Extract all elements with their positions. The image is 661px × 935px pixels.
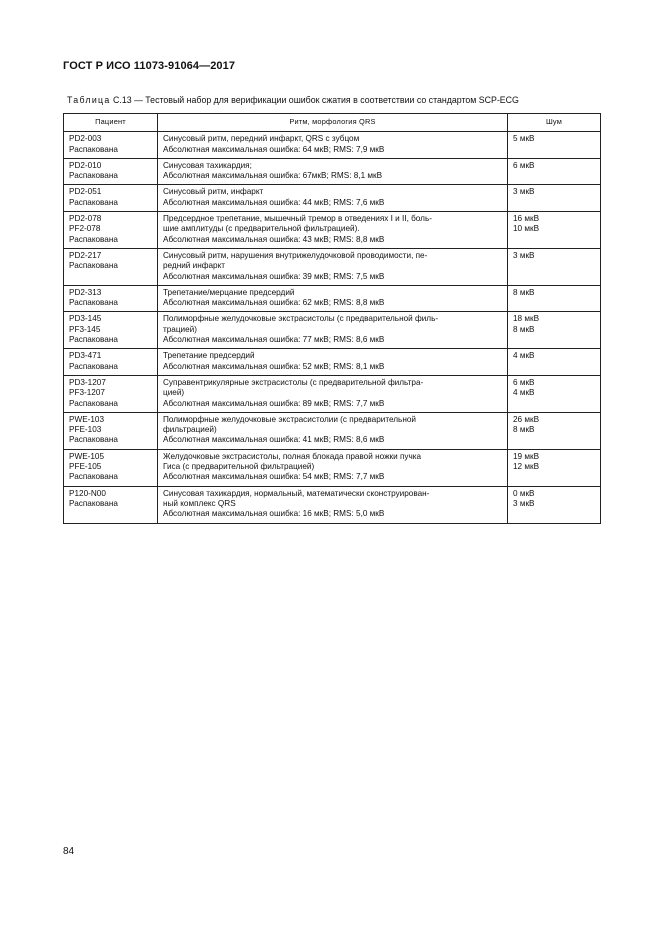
patient-cell [64, 486, 158, 523]
noise-cell-line: 18 мкВ [513, 314, 540, 324]
noise-cell [508, 185, 601, 212]
rhythm-cell-line: Абсолютная максимальная ошибка: 67мкВ; RMS: 8,1 мкВ [163, 171, 383, 181]
rhythm-cell-line: Трепетание предсердий [163, 351, 255, 361]
noise-cell-line: 10 мкВ [513, 224, 540, 234]
rhythm-cell [158, 449, 508, 486]
patient-cell [64, 349, 158, 376]
patient-cell-line: PD2-010 [69, 160, 102, 170]
rhythm-cell-line: Абсолютная максимальная ошибка: 52 мкВ; RMS: 8,1 мкВ [163, 361, 385, 371]
patient-cell-line: Распакована [69, 361, 118, 371]
table-caption [67, 95, 519, 105]
patient-cell-line: Распакована [69, 298, 118, 308]
patient-cell [64, 449, 158, 486]
patient-cell-line: PD3-1207 [69, 377, 106, 387]
noise-cell [508, 285, 601, 312]
table-row [64, 412, 601, 449]
table-row [64, 132, 601, 159]
patient-cell-line: PD2-051 [69, 187, 102, 197]
table-row [64, 486, 601, 523]
patient-cell-line: PD2-217 [69, 250, 102, 260]
document-header: ГОСТ Р ИСО 11073-91064—2017 [63, 60, 236, 72]
patient-cell-line: PFE-105 [69, 462, 102, 472]
patient-cell-line: PD2-313 [69, 287, 102, 297]
noise-cell [508, 158, 601, 185]
patient-cell-line: Распакована [69, 171, 118, 181]
rhythm-cell-line: Абсолютная максимальная ошибка: 89 мкВ; RMS: 7,7 мкВ [163, 398, 385, 408]
rhythm-cell-line: Гиса (с предварительной фильтрацией) [163, 462, 315, 472]
noise-cell [508, 312, 601, 349]
table-row [64, 185, 601, 212]
noise-cell [508, 349, 601, 376]
patient-cell [64, 185, 158, 212]
rhythm-cell [158, 185, 508, 212]
patient-cell-line: PF3-1207 [69, 388, 105, 398]
patient-cell-line: PD2-078 [69, 214, 102, 224]
patient-cell-line: Распакована [69, 398, 118, 408]
rhythm-cell [158, 412, 508, 449]
table-body [64, 132, 601, 523]
patient-cell [64, 212, 158, 249]
rhythm-cell-line: Полиморфные желудочковые экстрасистолы (с предварительной филь- [163, 314, 439, 324]
rhythm-cell-line: Абсолютная максимальная ошибка: 62 мкВ; RMS: 8,8 мкВ [163, 298, 385, 308]
rhythm-cell-line: шие амплитуды (с предварительной фильтрацией). [163, 224, 360, 234]
table-row [64, 285, 601, 312]
noise-cell-line: 6 мкВ [513, 377, 535, 387]
noise-cell-line: 6 мкВ [513, 160, 535, 170]
rhythm-cell-line: Синусовая тахикардия, нормальный, математически сконструирован- [163, 488, 430, 498]
patient-cell-line: PWE-105 [69, 451, 105, 461]
rhythm-cell-line: Абсолютная максимальная ошибка: 64 мкВ; RMS: 7,9 мкВ [163, 144, 385, 154]
table-row [64, 449, 601, 486]
rhythm-cell-line: Абсолютная максимальная ошибка: 41 мкВ; RMS: 8,6 мкВ [163, 435, 385, 445]
noise-cell [508, 212, 601, 249]
patient-cell-line: PWE-103 [69, 414, 105, 424]
rhythm-cell-line: Синусовый ритм, передний инфаркт, QRS с зубцом [163, 134, 360, 144]
rhythm-cell [158, 312, 508, 349]
noise-cell [508, 132, 601, 159]
rhythm-cell [158, 132, 508, 159]
rhythm-cell [158, 212, 508, 249]
noise-cell-line: 3 мкВ [513, 498, 535, 508]
rhythm-cell-line: Синусовая тахикардия; [163, 160, 252, 170]
rhythm-cell [158, 248, 508, 285]
patient-cell-line: Распакована [69, 335, 118, 345]
noise-cell-line: 19 мкВ [513, 451, 540, 461]
rhythm-cell-line: Абсолютная максимальная ошибка: 77 мкВ; RMS: 8,6 мкВ [163, 335, 385, 345]
noise-cell-line: 5 мкВ [513, 134, 535, 144]
column-header-noise: Шум [508, 114, 601, 132]
column-header-patient: Пациент [64, 114, 158, 132]
rhythm-cell-line: редний инфаркт [163, 261, 226, 271]
patient-cell [64, 248, 158, 285]
noise-cell-line: 8 мкВ [513, 287, 535, 297]
noise-cell-line: 16 мкВ [513, 214, 540, 224]
rhythm-cell-line: Трепетание/мерцание предсердий [163, 287, 295, 297]
patient-cell-line: Распакована [69, 197, 118, 207]
test-set-table [63, 113, 601, 524]
noise-cell-line: 8 мкВ [513, 324, 535, 334]
patient-cell-line: P120-N00 [69, 488, 106, 498]
rhythm-cell-line: Абсолютная максимальная ошибка: 39 мкВ; RMS: 7,5 мкВ [163, 271, 385, 281]
rhythm-cell [158, 375, 508, 412]
noise-cell [508, 412, 601, 449]
rhythm-cell-line: Полиморфные желудочковые экстрасистолии (с предварительной [163, 414, 416, 424]
rhythm-cell-line: Синусовый ритм, инфаркт [163, 187, 264, 197]
patient-cell [64, 132, 158, 159]
patient-cell-line: PFE-103 [69, 425, 102, 435]
patient-cell-line: PD2-003 [69, 134, 102, 144]
rhythm-cell-line: Абсолютная максимальная ошибка: 43 мкВ; RMS: 8,8 мкВ [163, 234, 385, 244]
patient-cell [64, 375, 158, 412]
rhythm-cell-line: Абсолютная максимальная ошибка: 16 мкВ; RMS: 5,0 мкВ [163, 509, 385, 519]
rhythm-cell [158, 285, 508, 312]
rhythm-cell-line: Абсолютная максимальная ошибка: 44 мкВ; RMS: 7,6 мкВ [163, 197, 385, 207]
rhythm-cell [158, 158, 508, 185]
noise-cell [508, 486, 601, 523]
rhythm-cell-line: Абсолютная максимальная ошибка: 54 мкВ; RMS: 7,7 мкВ [163, 472, 385, 482]
patient-cell [64, 312, 158, 349]
patient-cell-line: Распакована [69, 261, 118, 271]
rhythm-cell-line: ный комплекс QRS [163, 498, 236, 508]
table-row [64, 375, 601, 412]
column-header-rhythm: Ритм, морфология QRS [158, 114, 508, 132]
rhythm-cell-line: Синусовый ритм, нарушения внутрижелудочковой проводимости, пе- [163, 250, 428, 260]
patient-cell-line: Распакована [69, 435, 118, 445]
table-row [64, 349, 601, 376]
page-number: 84 [63, 846, 75, 857]
table-row [64, 212, 601, 249]
noise-cell-line: 12 мкВ [513, 462, 540, 472]
patient-cell [64, 158, 158, 185]
rhythm-cell-line: фильтрацией) [163, 425, 217, 435]
noise-cell-line: 4 мкВ [513, 388, 535, 398]
noise-cell [508, 375, 601, 412]
noise-cell-line: 3 мкВ [513, 250, 535, 260]
rhythm-cell-line: Желудочковые экстрасистолы, полная блокада правой ножки пучка [163, 451, 422, 461]
rhythm-cell [158, 349, 508, 376]
patient-cell-line: Распакована [69, 472, 118, 482]
table-row [64, 312, 601, 349]
patient-cell [64, 285, 158, 312]
patient-cell [64, 412, 158, 449]
patient-cell-line: Распакована [69, 498, 118, 508]
rhythm-cell-line: Предсердное трепетание, мышечный тремор в отведениях I и II, боль- [163, 214, 432, 224]
table-row [64, 248, 601, 285]
patient-cell-line: PF3-145 [69, 324, 101, 334]
table-caption-label: Таблица [67, 95, 111, 105]
noise-cell [508, 449, 601, 486]
noise-cell-line: 4 мкВ [513, 351, 535, 361]
patient-cell-line: PD3-471 [69, 351, 102, 361]
rhythm-cell-line: Суправентрикулярные экстрасистолы (с предварительной фильтра- [163, 377, 424, 387]
rhythm-cell [158, 486, 508, 523]
patient-cell-line: PF2-078 [69, 224, 101, 234]
patient-cell-line: Распакована [69, 144, 118, 154]
rhythm-cell-line: цией) [163, 388, 185, 398]
table-row [64, 158, 601, 185]
table-header-row [64, 114, 601, 132]
table-caption-text: С.13 — Тестовый набор для верификации ошибок сжатия в соответствии со стандартом SCP-ECG [110, 95, 519, 105]
rhythm-cell-line: трацией) [163, 324, 197, 334]
noise-cell [508, 248, 601, 285]
noise-cell-line: 3 мкВ [513, 187, 535, 197]
noise-cell-line: 8 мкВ [513, 425, 535, 435]
noise-cell-line: 26 мкВ [513, 414, 540, 424]
patient-cell-line: Распакована [69, 234, 118, 244]
patient-cell-line: PD3-145 [69, 314, 102, 324]
noise-cell-line: 0 мкВ [513, 488, 535, 498]
